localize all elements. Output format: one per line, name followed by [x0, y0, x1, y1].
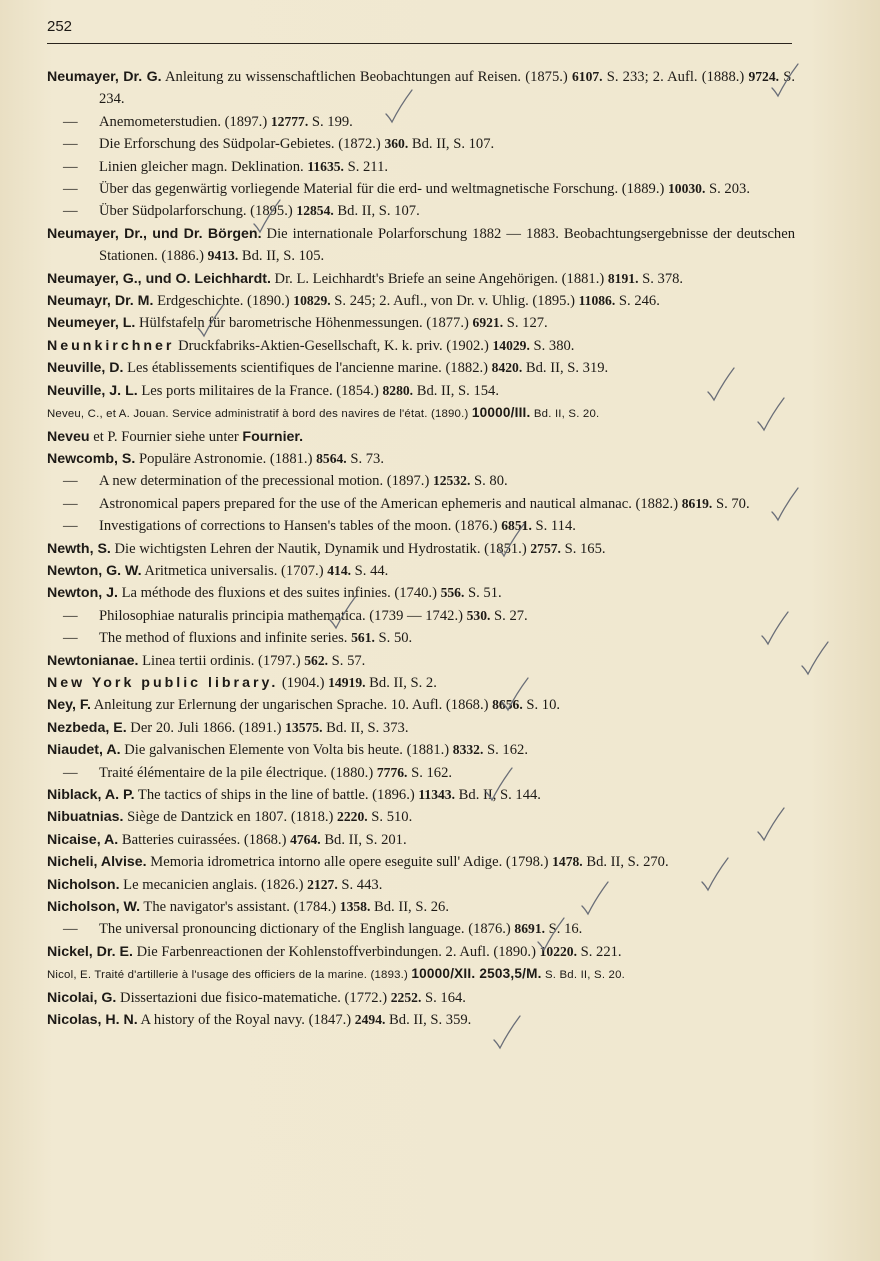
entry-title: Der 20. Juli 1866. (1891.)	[126, 719, 286, 736]
entry-title: Philosophiae naturalis principia mathematica. (1739 — 1742.)	[99, 607, 467, 624]
entry-title: Neveu, C., et A. Jouan. Service administratif à bord des navires de l'état. (1890.)	[47, 408, 472, 421]
ditto-dash: —	[63, 473, 78, 490]
entry-catalog-number: 2252.	[390, 989, 422, 1005]
entry-catalog-number: 8564.	[316, 450, 347, 466]
entry-title: Anleitung zur Erlernung der ungarischen Sprache. 10. Aufl. (1868.)	[90, 697, 493, 714]
entry-title: Anleitung zu wissenschaftlichen Beobachtungen auf Reisen. (1875.)	[161, 69, 572, 85]
header-rule	[47, 43, 792, 44]
catalog-entry	[47, 426, 795, 448]
entry-title: (1904.)	[278, 674, 329, 691]
entry-author: Nicolas, H. N.	[47, 1012, 138, 1029]
check-mark-icon	[700, 856, 730, 892]
check-mark-icon	[384, 88, 414, 124]
ditto-dash: —	[63, 518, 78, 535]
entry-title: Linea tertii ordinis. (1797.)	[138, 652, 305, 669]
entry-reference: S. 203.	[705, 181, 750, 198]
entry-catalog-number: 10030.	[667, 181, 706, 197]
entry-title: Linien gleicher magn. Deklination.	[99, 158, 308, 175]
entry-catalog-number: 13575.	[285, 719, 323, 735]
entry-reference: S. 114.	[531, 518, 576, 535]
catalog-entry	[47, 335, 795, 357]
entry-reference: Bd. II, S. 107.	[333, 203, 420, 220]
check-mark-icon	[328, 594, 358, 630]
entry-reference: Bd. II, S. 270.	[582, 854, 669, 871]
entry-catalog-number: 10220.	[539, 943, 577, 959]
entry-catalog-number: 8191.	[607, 270, 639, 286]
entry-reference: S. 51.	[464, 585, 502, 602]
entry-reference: S. 221.	[576, 943, 622, 960]
entry-reference: Bd. II, S. 373.	[322, 719, 409, 736]
entry-author: Nicholson, W.	[47, 899, 141, 916]
check-mark-icon	[800, 640, 830, 676]
check-mark-icon	[760, 610, 790, 646]
sub-entry	[47, 133, 795, 155]
sub-entry	[47, 111, 795, 133]
entry-title: Druckfabriks-Aktien-Gesellschaft, K. k. priv. (1902.)	[174, 337, 493, 354]
entry-reference: Bd. II, S. 26.	[370, 899, 450, 916]
catalog-entry	[47, 402, 795, 425]
entry-reference: S. 211.	[343, 158, 389, 175]
entry-catalog-number: 6107.	[571, 69, 603, 84]
entry-author: Nicholson.	[47, 876, 120, 893]
entry-catalog-number: 8656.	[492, 697, 523, 713]
entry-author: Neveu	[47, 428, 90, 445]
sub-entry	[47, 178, 795, 200]
entry-title: Die Erforschung des Südpolar-Gebietes. (1872.)	[99, 136, 385, 153]
ditto-dash: —	[63, 158, 78, 175]
entry-title: Dr. L. Leichhardt's Briefe an seine Angehörigen. (1881.)	[270, 270, 608, 287]
entry-author: Nicaise, A.	[47, 831, 119, 848]
catalog-entry	[47, 784, 795, 806]
entry-reference: S. 73.	[346, 450, 384, 467]
catalog-entry	[47, 1009, 795, 1031]
entry-reference: Bd. II, S. 359.	[385, 1012, 472, 1029]
entry-title: Nicol, E. Traité d'artillerie à l'usage des officiers de la marine. (1893.)	[47, 969, 412, 982]
entry-reference: S. 80.	[470, 473, 508, 490]
entry-catalog-number: 1478.	[552, 854, 583, 870]
sub-entry	[47, 918, 795, 940]
entry-title: Hülfstafeln für barometrische Höhenmessungen. (1877.)	[135, 315, 473, 332]
entry-reference: Bd. II, S. 144.	[455, 787, 541, 803]
check-mark-icon	[500, 676, 530, 712]
entry-reference: Bd. II, S. 2.	[365, 674, 437, 691]
check-mark-icon	[196, 302, 226, 338]
entry-reference: S. 44.	[351, 562, 389, 579]
entry-author: Neuville, D.	[47, 360, 124, 377]
sub-entry	[47, 470, 795, 492]
sub-entry	[47, 200, 795, 222]
entry-author: Newth, S.	[47, 540, 111, 557]
entry-author: Neumayer, Dr., und Dr. Börgen.	[47, 225, 262, 242]
sub-entry	[47, 605, 795, 627]
entry-author: Niaudet, A.	[47, 742, 121, 759]
entry-title: Aritmetica universalis. (1707.)	[141, 562, 328, 579]
catalog-entry	[47, 851, 795, 873]
entry-reference: S. 10.	[522, 697, 561, 714]
entry-reference: S. 246.	[615, 293, 660, 310]
entry-catalog-number: 9724.	[748, 69, 780, 84]
entry-catalog-number: 11086.	[578, 293, 616, 309]
entry-catalog-number: 11343.	[418, 787, 456, 802]
check-mark-icon	[756, 396, 786, 432]
entry-author: Nicheli, Alvise.	[47, 854, 147, 871]
catalog-entry	[47, 560, 795, 582]
entry-catalog-number: 14029.	[492, 337, 530, 353]
entry-reference: S. 162.	[483, 742, 528, 759]
entry-title: Memoria idrometrica intorno alle opere eseguite sull' Adige. (1798.)	[146, 854, 553, 871]
entry-catalog-number: 8691.	[514, 921, 546, 937]
ditto-dash: —	[63, 181, 78, 198]
entry-author: Neumayer, Dr. G.	[47, 69, 162, 85]
entry-title: Anemometerstudien. (1897.)	[99, 113, 271, 130]
entry-catalog-number: 6851.	[501, 518, 532, 534]
entry-title: Les établissements scientifiques de l'ancienne marine. (1882.)	[123, 360, 492, 377]
entry-catalog-number: 11635.	[307, 158, 344, 174]
entry-author: Newtonianae.	[47, 652, 139, 669]
catalog-entry	[47, 357, 795, 379]
sub-entry	[47, 493, 795, 515]
entry-catalog-number: 8619.	[681, 495, 713, 511]
check-mark-icon	[496, 522, 526, 558]
check-mark-icon	[492, 1014, 522, 1050]
entry-catalog-number: 1358.	[339, 899, 371, 915]
entry-title: A new determination of the precessional motion. (1897.)	[99, 473, 433, 490]
catalog-entry	[47, 312, 795, 334]
entry-reference: Bd. II, S. 105.	[238, 248, 325, 265]
entry-reference: S. 27.	[490, 607, 528, 624]
entry-author: Nibuatnias.	[47, 809, 124, 826]
ditto-dash: —	[63, 113, 78, 130]
catalog-entry	[47, 290, 795, 312]
entry-title: The navigator's assistant. (1784.)	[140, 899, 340, 916]
entry-catalog-number: 12532.	[432, 473, 471, 489]
ditto-dash: —	[63, 764, 78, 781]
entry-catalog-number: 12777.	[270, 113, 309, 129]
entry-author: Neumeyer, L.	[47, 315, 136, 332]
catalog-entry	[47, 380, 795, 402]
catalog-entry	[47, 268, 795, 290]
entry-title: Astronomical papers prepared for the use of the American ephemeris and nautical almanac. (1882.)	[99, 495, 682, 512]
entry-author: Newton, G. W.	[47, 562, 142, 579]
entry-reference: S. 165.	[560, 540, 606, 557]
entry-title: Erdgeschichte. (1890.)	[153, 293, 294, 310]
entry-reference: Bd. II, S. 201.	[320, 831, 407, 848]
entry-catalog-number: 2220.	[337, 809, 368, 825]
entry-catalog-number: 4764.	[290, 831, 321, 847]
entry-title: Über Südpolarforschung. (1895.)	[99, 203, 297, 220]
entry-reference: S. 16.	[545, 921, 583, 938]
entry-catalog-number: 14919.	[328, 674, 366, 690]
entry-catalog-number: 2127.	[307, 876, 338, 892]
entry-reference: Bd. II, S. 154.	[413, 382, 500, 399]
entry-catalog-number: 12854.	[296, 203, 334, 219]
ditto-dash: —	[63, 921, 78, 938]
catalog-entry	[47, 223, 795, 268]
entry-cross-reference: Fournier.	[242, 428, 304, 445]
entry-reference: S. 127.	[503, 315, 548, 332]
entry-title: Die wichtigsten Lehren der Nautik, Dynamik und Hydrostatik. (1851.)	[110, 540, 531, 557]
entry-catalog-number: 10000/III.	[471, 405, 531, 421]
catalog-entry	[47, 829, 795, 851]
entry-author: Neumayr, Dr. M.	[47, 293, 154, 310]
catalog-entry	[47, 694, 795, 716]
entry-author: Newcomb, S.	[47, 450, 136, 467]
entry-title: Siège de Dantzick en 1807. (1818.)	[123, 809, 338, 826]
entry-title: A history of the Royal navy. (1847.)	[137, 1012, 355, 1029]
entry-title: Die galvanischen Elemente von Volta bis heute. (1881.)	[120, 742, 453, 759]
entry-catalog-number: 2757.	[530, 540, 561, 556]
entry-title: Le mecanicien anglais. (1826.)	[119, 876, 308, 893]
check-mark-icon	[770, 486, 800, 522]
entry-title: Dissertazioni due fisico-matematiche. (1772.)	[116, 989, 391, 1006]
entry-title: Batteries cuirassées. (1868.)	[118, 831, 291, 848]
entry-reference: S. 162.	[407, 764, 453, 781]
entry-catalog-number: 10000/XII. 2503,5/M.	[411, 966, 542, 982]
entry-catalog-number: 556.	[440, 585, 465, 601]
entry-reference: S. 57.	[328, 652, 366, 669]
catalog-entry	[47, 987, 795, 1009]
entry-catalog-number: 9413.	[207, 248, 239, 264]
catalog-entry	[47, 650, 795, 672]
check-mark-icon	[706, 366, 736, 402]
catalog-entry	[47, 896, 795, 918]
entry-catalog-number: 8420.	[491, 360, 523, 376]
sub-entry	[47, 762, 795, 784]
entry-reference: S. 443.	[337, 876, 383, 893]
catalog-entry	[47, 874, 795, 896]
entry-reference: S. 233; 2. Aufl. (1888.)	[602, 69, 749, 85]
entry-author: Nezbeda, E.	[47, 719, 127, 736]
entry-title: The universal pronouncing dictionary of the English language. (1876.)	[99, 921, 515, 938]
entry-title: Über das gegenwärtig vorliegende Material für die erd- und weltmagnetische Forschung. (1889.)	[99, 181, 668, 198]
sub-entry	[47, 156, 795, 178]
entry-reference: Bd. II, S. 107.	[408, 136, 495, 153]
entry-title: Populäre Astronomie. (1881.)	[135, 450, 317, 467]
catalog-entry	[47, 66, 795, 111]
entry-title: Die internationale Polarforschung 1882 — 1883. Beobachtungsergebnisse der deutschen Stationen. (1886.)	[99, 225, 795, 265]
entry-catalog-number: 7776.	[376, 764, 408, 780]
check-mark-icon	[770, 62, 800, 98]
entry-reference: S. 164.	[421, 989, 466, 1006]
entry-author: Neumayer, G., und O. Leichhardt.	[47, 270, 271, 287]
catalog-entry	[47, 582, 795, 604]
check-mark-icon	[756, 806, 786, 842]
catalog-entry	[47, 448, 795, 470]
entry-catalog-number: 561.	[351, 630, 375, 646]
entry-author: Nicolai, G.	[47, 989, 117, 1006]
sub-entry	[47, 515, 795, 537]
entry-reference: S. 199.	[308, 113, 353, 130]
entry-catalog-number: 414.	[327, 562, 352, 578]
catalog-entry	[47, 941, 795, 963]
entry-reference: S. 378.	[638, 270, 684, 287]
entry-reference: S. 380.	[529, 337, 575, 354]
sub-entry	[47, 627, 795, 649]
catalog-entry	[47, 806, 795, 828]
entry-reference: S. 234.	[99, 69, 795, 108]
entry-reference: S. 50.	[374, 630, 413, 647]
entry-title: The tactics of ships in the line of battle. (1896.)	[134, 787, 419, 803]
ditto-dash: —	[63, 630, 78, 647]
entry-author: New York public library.	[47, 674, 279, 691]
catalog-entry	[47, 717, 795, 739]
entry-reference: Bd. II, S. 319.	[522, 360, 609, 377]
entry-title: The method of fluxions and infinite series.	[99, 630, 352, 647]
catalog-entry	[47, 538, 795, 560]
entry-author: Niblack, A. P.	[47, 787, 135, 803]
catalog-entries	[47, 66, 795, 1031]
entry-title: Die Farbenreactionen der Kohlenstoffverbindungen. 2. Aufl. (1890.)	[132, 943, 540, 960]
entry-author: Neuville, J. L.	[47, 382, 138, 399]
entry-catalog-number: 530.	[466, 607, 491, 623]
entry-title: Les ports militaires de la France. (1854.)	[137, 382, 383, 399]
entry-reference: S. Bd. II, S. 20.	[541, 969, 625, 982]
ditto-dash: —	[63, 607, 78, 624]
entry-catalog-number: 2494.	[354, 1012, 386, 1028]
entry-author: Newton, J.	[47, 585, 118, 602]
catalog-entry	[47, 739, 795, 761]
page-number: 252	[47, 18, 73, 35]
check-mark-icon	[252, 198, 282, 234]
ditto-dash: —	[63, 495, 78, 512]
entry-catalog-number: 6921.	[472, 315, 504, 331]
check-mark-icon	[536, 916, 566, 952]
entry-catalog-number: 360.	[384, 136, 409, 152]
entry-title: Traité élémentaire de la pile électrique. (1880.)	[99, 764, 377, 781]
entry-catalog-number: 10829.	[293, 293, 331, 309]
entry-reference: S. 510.	[367, 809, 413, 826]
entry-author: Nickel, Dr. E.	[47, 943, 133, 960]
catalog-entry	[47, 672, 795, 694]
catalog-entry	[47, 963, 795, 986]
entry-reference: S. 70.	[712, 495, 750, 512]
check-mark-icon	[484, 766, 514, 802]
entry-title: et P. Fournier siehe unter	[89, 428, 243, 445]
entry-reference: Bd. II, S. 20.	[530, 408, 600, 421]
check-mark-icon	[580, 880, 610, 916]
entry-author: Ney, F.	[47, 697, 91, 714]
entry-catalog-number: 8332.	[452, 742, 484, 758]
ditto-dash: —	[63, 136, 78, 153]
entry-title: La méthode des fluxions et des suites infinies. (1740.)	[117, 585, 441, 602]
ditto-dash: —	[63, 203, 78, 220]
entry-title: Investigations of corrections to Hansen's tables of the moon. (1876.)	[99, 518, 502, 535]
entry-catalog-number: 8280.	[382, 382, 414, 398]
entry-catalog-number: 562.	[304, 652, 329, 668]
entry-author: Neunkirchner	[47, 337, 175, 354]
entry-reference: S. 245; 2. Aufl., von Dr. v. Uhlig. (1895.)	[330, 293, 579, 310]
